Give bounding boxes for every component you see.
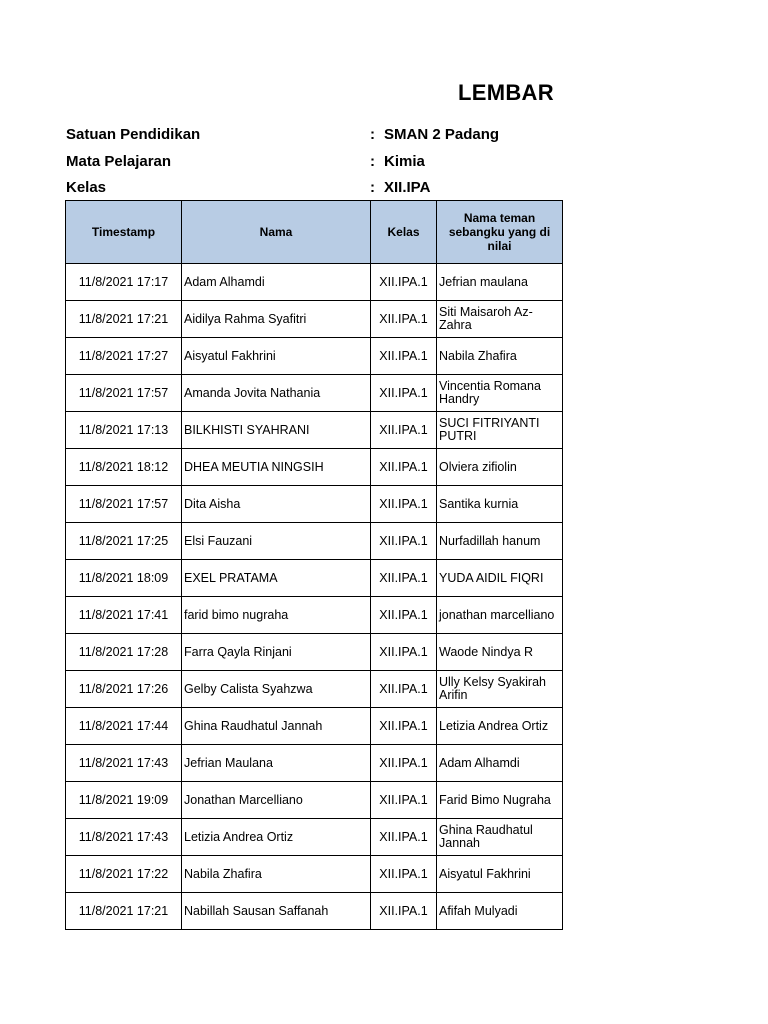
cell-kelas: XII.IPA.1 — [371, 375, 437, 412]
cell-nama: Aidilya Rahma Syafitri — [182, 301, 371, 338]
cell-nama: Adam Alhamdi — [182, 264, 371, 301]
cell-kelas: XII.IPA.1 — [371, 856, 437, 893]
cell-nama: Farra Qayla Rinjani — [182, 634, 371, 671]
header-nama-teman: Nama teman sebangku yang di nilai — [437, 201, 563, 264]
cell-kelas: XII.IPA.1 — [371, 634, 437, 671]
meta-label: Satuan Pendidikan — [66, 126, 201, 143]
cell-nama-teman: Ghina Raudhatul Jannah — [437, 819, 563, 856]
meta-label: Kelas — [66, 179, 107, 196]
cell-nama-teman: Nurfadillah hanum — [437, 523, 563, 560]
cell-kelas: XII.IPA.1 — [371, 486, 437, 523]
cell-timestamp: 11/8/2021 17:21 — [66, 301, 182, 338]
cell-kelas: XII.IPA.1 — [371, 893, 437, 930]
meta-label: Mata Pelajaran — [66, 153, 172, 170]
table-row — [66, 486, 563, 523]
cell-kelas: XII.IPA.1 — [371, 338, 437, 375]
cell-kelas: XII.IPA.1 — [371, 708, 437, 745]
cell-timestamp: 11/8/2021 17:43 — [66, 745, 182, 782]
cell-timestamp: 11/8/2021 17:21 — [66, 893, 182, 930]
table-row — [66, 301, 563, 338]
table-row — [66, 523, 563, 560]
cell-timestamp: 11/8/2021 17:41 — [66, 597, 182, 634]
cell-nama-teman: YUDA AIDIL FIQRI — [437, 560, 563, 597]
cell-nama-teman: Siti Maisaroh Az-Zahra — [437, 301, 563, 338]
meta-value: Kimia — [384, 153, 425, 170]
cell-timestamp: 11/8/2021 17:44 — [66, 708, 182, 745]
cell-nama-teman: Jefrian maulana — [437, 264, 563, 301]
table-row — [66, 264, 563, 301]
cell-nama-teman: Santika kurnia — [437, 486, 563, 523]
cell-timestamp: 11/8/2021 18:09 — [66, 560, 182, 597]
table-row — [66, 597, 563, 634]
table-row — [66, 856, 563, 893]
cell-nama: Ghina Raudhatul Jannah — [182, 708, 371, 745]
header-timestamp: Timestamp — [66, 201, 182, 264]
cell-timestamp: 11/8/2021 17:28 — [66, 634, 182, 671]
table-row — [66, 893, 563, 930]
cell-nama: DHEA MEUTIA NINGSIH — [182, 449, 371, 486]
table-row — [66, 782, 563, 819]
cell-nama-teman: Vincentia Romana Handry — [437, 375, 563, 412]
cell-timestamp: 11/8/2021 17:22 — [66, 856, 182, 893]
cell-timestamp: 11/8/2021 19:09 — [66, 782, 182, 819]
cell-kelas: XII.IPA.1 — [371, 301, 437, 338]
cell-nama: Nabillah Sausan Saffanah — [182, 893, 371, 930]
meta-colon: : — [370, 153, 375, 170]
cell-nama-teman: SUCI FITRIYANTI PUTRI — [437, 412, 563, 449]
cell-nama-teman: Aisyatul Fakhrini — [437, 856, 563, 893]
cell-timestamp: 11/8/2021 17:17 — [66, 264, 182, 301]
cell-nama: Gelby Calista Syahzwa — [182, 671, 371, 708]
cell-nama-teman: Farid Bimo Nugraha — [437, 782, 563, 819]
cell-timestamp: 11/8/2021 17:27 — [66, 338, 182, 375]
cell-timestamp: 11/8/2021 17:26 — [66, 671, 182, 708]
cell-nama-teman: Nabila Zhafira — [437, 338, 563, 375]
table-row — [66, 634, 563, 671]
table-row — [66, 819, 563, 856]
cell-nama-teman: Ully Kelsy Syakirah Arifin — [437, 671, 563, 708]
cell-timestamp: 11/8/2021 17:57 — [66, 375, 182, 412]
table-row — [66, 338, 563, 375]
cell-kelas: XII.IPA.1 — [371, 671, 437, 708]
cell-nama: Jonathan Marcelliano — [182, 782, 371, 819]
table-row — [66, 745, 563, 782]
table-row — [66, 560, 563, 597]
meta-colon: : — [370, 179, 375, 196]
meta-value: XII.IPA — [384, 179, 431, 196]
cell-nama: EXEL PRATAMA — [182, 560, 371, 597]
table-row — [66, 449, 563, 486]
table-row — [66, 412, 563, 449]
cell-nama-teman: jonathan marcelliano — [437, 597, 563, 634]
cell-kelas: XII.IPA.1 — [371, 449, 437, 486]
cell-nama-teman: Letizia Andrea Ortiz — [437, 708, 563, 745]
cell-nama-teman: Waode Nindya R — [437, 634, 563, 671]
cell-nama-teman: Afifah Mulyadi — [437, 893, 563, 930]
student-table — [65, 200, 563, 930]
table-row — [66, 708, 563, 745]
cell-timestamp: 11/8/2021 17:13 — [66, 412, 182, 449]
cell-timestamp: 11/8/2021 17:43 — [66, 819, 182, 856]
cell-nama: Elsi Fauzani — [182, 523, 371, 560]
cell-timestamp: 11/8/2021 18:12 — [66, 449, 182, 486]
cell-nama: Aisyatul Fakhrini — [182, 338, 371, 375]
meta-colon: : — [370, 126, 375, 143]
cell-nama: BILKHISTI SYAHRANI — [182, 412, 371, 449]
cell-nama: Letizia Andrea Ortiz — [182, 819, 371, 856]
cell-nama-teman: Adam Alhamdi — [437, 745, 563, 782]
header-nama: Nama — [182, 201, 371, 264]
cell-kelas: XII.IPA.1 — [371, 782, 437, 819]
cell-nama: Nabila Zhafira — [182, 856, 371, 893]
cell-timestamp: 11/8/2021 17:25 — [66, 523, 182, 560]
cell-kelas: XII.IPA.1 — [371, 597, 437, 634]
table-body — [66, 264, 563, 930]
cell-nama: Dita Aisha — [182, 486, 371, 523]
cell-nama: farid bimo nugraha — [182, 597, 371, 634]
cell-kelas: XII.IPA.1 — [371, 264, 437, 301]
cell-kelas: XII.IPA.1 — [371, 745, 437, 782]
cell-nama: Amanda Jovita Nathania — [182, 375, 371, 412]
cell-kelas: XII.IPA.1 — [371, 523, 437, 560]
table-row — [66, 671, 563, 708]
cell-kelas: XII.IPA.1 — [371, 560, 437, 597]
table-row — [66, 375, 563, 412]
table-header-row — [66, 201, 563, 264]
cell-timestamp: 11/8/2021 17:57 — [66, 486, 182, 523]
cell-kelas: XII.IPA.1 — [371, 819, 437, 856]
meta-value: SMAN 2 Padang — [384, 126, 500, 143]
header-kelas: Kelas — [371, 201, 437, 264]
cell-nama: Jefrian Maulana — [182, 745, 371, 782]
cell-kelas: XII.IPA.1 — [371, 412, 437, 449]
document-title: LEMBAR — [458, 80, 554, 105]
cell-nama-teman: Olviera zifiolin — [437, 449, 563, 486]
